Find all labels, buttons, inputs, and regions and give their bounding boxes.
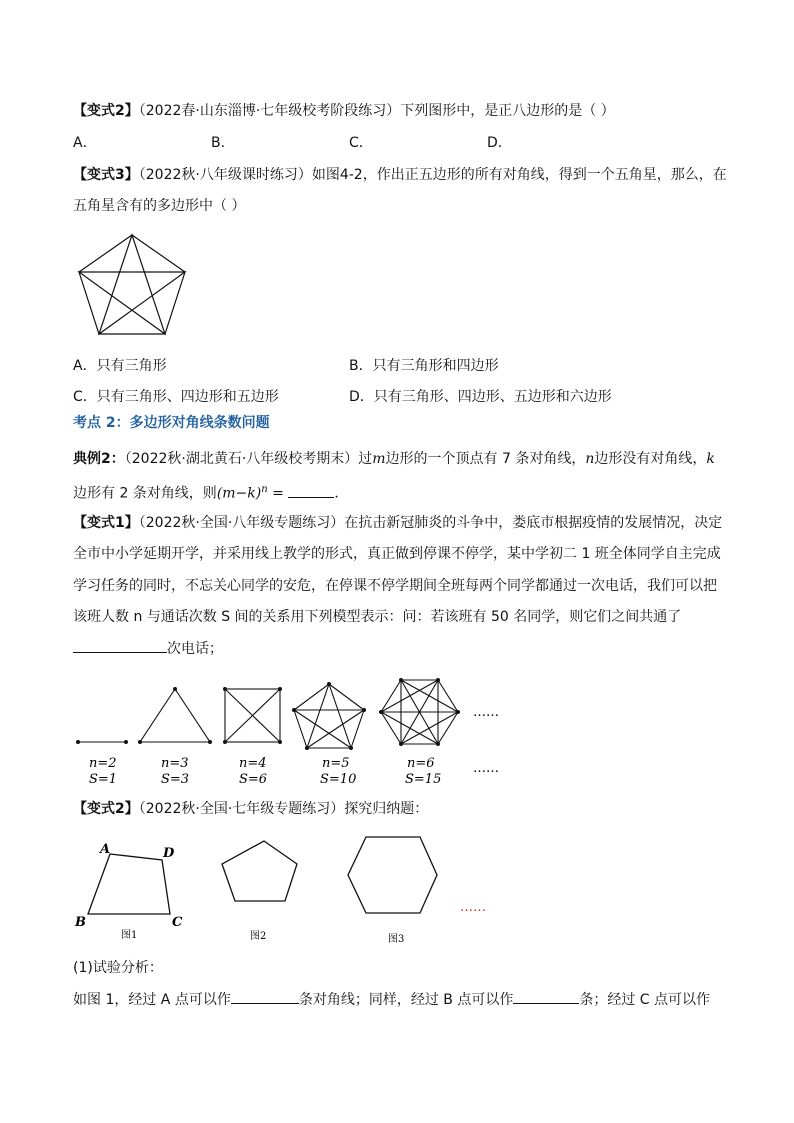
source-note: （2022秋·全国·七年级专题练习）	[138, 801, 345, 817]
polygon-figures	[70, 825, 520, 950]
text-span: 在抗击新冠肺炎的斗争中，娄底市根据疫情的发展情况，决定	[344, 515, 723, 531]
s-label: S=1	[89, 772, 118, 787]
variant1-line4: 该班人数 n 与通话次数 S 间的关系用下列模型表示：问：若该班有 50 名同学，则它们之间共通了	[73, 609, 682, 625]
option-c: C．	[349, 135, 373, 151]
pentagon-fig2	[222, 841, 297, 901]
answer-blank[interactable]	[288, 483, 334, 498]
hexagon-fig3	[348, 837, 437, 913]
option-b: B．	[211, 135, 235, 151]
variant1-line3: 学习任务的同时，不忘关心同学的安危，在停课不停学期间全班每两个同学都通过一次电话，我们可以把	[73, 578, 717, 594]
question-variant3-line1	[73, 165, 727, 185]
text-span: 条；经过 C 点可以作	[579, 992, 711, 1008]
question-text: 如图4-2，作出正五边形的所有对角线，得到一个五角星，那么，在	[311, 167, 727, 183]
section-heading: 考点 2：多边形对角线条数问题	[73, 415, 270, 431]
pentagon-star-figure	[70, 225, 195, 340]
option-a: A．只有三角形	[73, 358, 167, 374]
math-exponent: n	[261, 484, 268, 495]
pentagon-n5	[294, 684, 364, 748]
text-span: 过	[358, 451, 373, 467]
pentagon-outline	[79, 235, 185, 334]
math-expression: (m−k)	[216, 485, 262, 502]
var-m: m	[372, 451, 386, 467]
variant-tag: 【变式2】	[73, 103, 139, 119]
part1-title: (1)试验分析：	[73, 960, 163, 976]
text-span: ．	[334, 485, 349, 502]
n-label: n=2	[89, 756, 117, 771]
n-label: n=5	[322, 756, 350, 771]
option-d: D．只有三角形、四边形、五边形和六边形	[349, 389, 612, 405]
vertex-label-b: B	[75, 915, 86, 930]
s-label: S=10	[320, 772, 357, 787]
text-span: 如图 1，经过 A 点可以作	[73, 992, 231, 1008]
figure-caption: 图1	[121, 930, 138, 941]
quadrilateral-fig1	[88, 854, 170, 914]
example-tag: 典例2：	[73, 451, 125, 467]
dots-ellipsis: ……	[473, 761, 499, 776]
source-note: （2022秋·全国·八年级专题练习）	[138, 515, 345, 531]
option-a: A．	[73, 135, 97, 151]
triangle-n3	[140, 689, 210, 742]
text-span: 次电话；	[167, 641, 223, 657]
text-span: =	[267, 485, 289, 502]
variant-tag: 【变式1】	[73, 515, 139, 531]
variant1-line1	[73, 513, 722, 533]
answer-blank[interactable]	[73, 638, 167, 653]
source-note: （2022秋·八年级课时练习）	[138, 167, 312, 183]
option-b: B．只有三角形和四边形	[349, 358, 499, 374]
text-span: 边形的一个顶点有 7 条对角线，	[385, 451, 586, 467]
n-label: n=3	[161, 756, 189, 771]
s-label: S=3	[161, 772, 190, 787]
s-label: S=6	[239, 772, 268, 787]
var-n: n	[585, 451, 595, 467]
hexagon-diagonals	[381, 680, 458, 744]
example2-line1	[73, 449, 715, 469]
n-label: n=4	[239, 756, 267, 771]
source-note: （2022春·山东淄博·七年级校考阶段练习）	[138, 103, 401, 119]
variant2-explore-line	[73, 799, 428, 819]
variant1-line5	[73, 638, 223, 659]
n-label: n=6	[407, 756, 435, 771]
model-figure	[70, 672, 520, 792]
dots-ellipsis: ……	[460, 900, 486, 915]
dots-ellipsis: ……	[473, 705, 499, 720]
example2-line2	[73, 480, 348, 504]
vertex-label-c: C	[172, 915, 183, 930]
pentagram-diagonals	[79, 235, 185, 334]
variant-tag: 【变式2】	[73, 801, 139, 817]
text-span: 边形没有对角线，	[594, 451, 707, 467]
vertex-label-d: D	[163, 846, 175, 861]
figure-caption: 图2	[250, 931, 267, 942]
question-variant2-octagon	[73, 101, 615, 121]
vertex-label-a: A	[100, 842, 111, 857]
figure-caption: 图3	[388, 934, 405, 945]
question-variant3-line2: 五角星含有的多边形中（ ）	[73, 198, 246, 214]
s-label: S=15	[405, 772, 442, 787]
option-c: C．只有三角形、四边形和五边形	[73, 389, 279, 405]
source-note: （2022秋·湖北黄石·八年级校考期末）	[124, 451, 359, 467]
var-k: k	[706, 451, 715, 467]
pentagon-diagonals	[294, 684, 364, 748]
variant-tag: 【变式3】	[73, 167, 139, 183]
text-span: 条对角线；同样，经过 B 点可以作	[298, 992, 514, 1008]
question-text: 下列图形中，是正八边形的是（ ）	[400, 103, 615, 119]
question-text: 探究归纳题：	[344, 801, 429, 817]
answer-blank[interactable]	[513, 989, 579, 1004]
variant1-line2: 全市中小学延期开学，并采用线上教学的形式，真正做到停课不停学，某中学初二 1 班全体同学自主完成	[73, 546, 721, 562]
part1-line	[73, 989, 710, 1010]
text-span: 边形有 2 条对角线，则	[73, 485, 217, 502]
answer-blank[interactable]	[231, 989, 299, 1004]
option-d: D．	[487, 135, 512, 151]
